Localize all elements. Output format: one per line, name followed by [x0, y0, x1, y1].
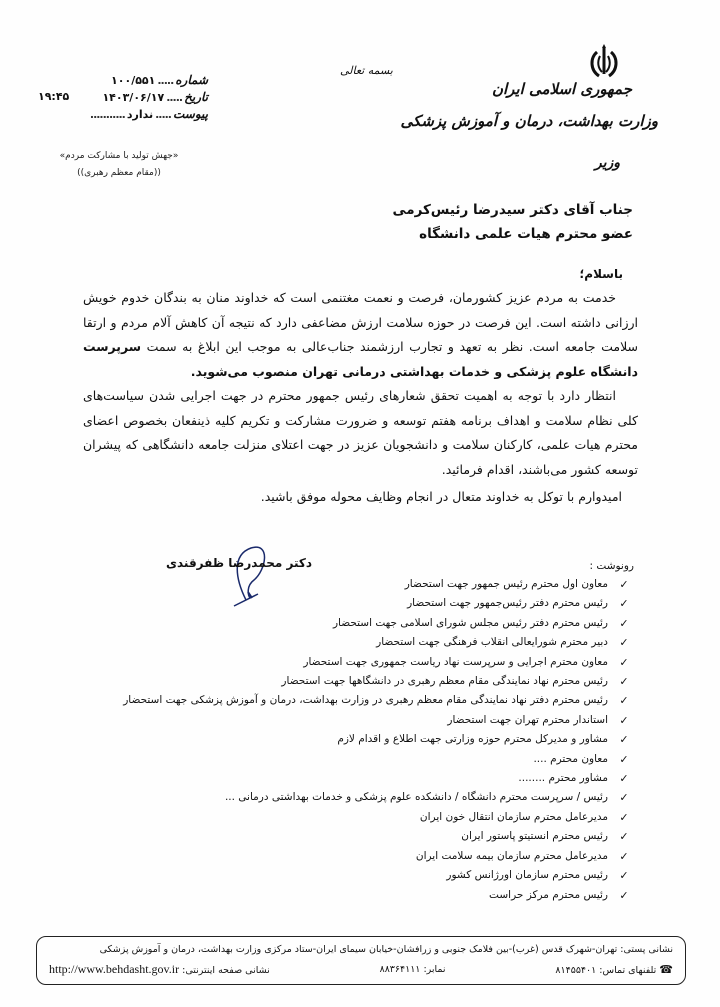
cc-item-text: معاون محترم ....	[533, 752, 608, 765]
paragraph-1-text: خدمت به مردم عزیز کشورمان، فرصت و نعمت مغتنمی است که خداوند منان به بندگان خدوم خویش ارزانی داشته است. این فرصت در حوزه سلامت ارزش مضاعفی دارد که نتیجه آن کاهش آلام مردم و ارتقا سلامت جامعه است. نظر به تعهد و تجارب ارزشمند جناب‌عالی به موجب این ابلاغ به سمت	[83, 290, 638, 354]
slogan-text: «جهش تولید با مشارکت مردم»	[59, 151, 179, 161]
cc-item-text: رئیس محترم مرکز حراست	[489, 888, 608, 901]
footer-address-box	[36, 936, 686, 985]
greeting: باسلام؛	[579, 267, 623, 281]
cc-item-text: دبیر محترم شورایعالی انقلاب فرهنگی جهت استحضار	[376, 636, 608, 649]
cc-item-text: مدیرعامل محترم سازمان بیمه سلامت ایران	[415, 849, 608, 862]
phone-contact	[555, 961, 673, 980]
website-label: نشانی صفحه اینترنتی:	[182, 965, 270, 976]
cc-title: رونوشت :	[589, 560, 634, 572]
cc-item	[123, 691, 630, 710]
reference-attachment-value: ندارد	[126, 108, 154, 121]
phone-icon: ☎	[659, 962, 673, 976]
check-icon: ✓	[619, 849, 629, 863]
check-icon: ✓	[619, 752, 629, 766]
cc-item	[123, 633, 630, 652]
website-contact	[49, 960, 270, 980]
reference-attachment-row	[78, 106, 208, 123]
cc-item	[123, 614, 630, 633]
reference-attachment-label: پیوست	[173, 107, 208, 121]
check-icon: ✓	[619, 830, 629, 844]
cc-item-text: مدیرعامل محترم سازمان انتقال خون ایران	[419, 810, 608, 823]
cc-item-text: رئیس محترم انستیتو پاستور ایران	[461, 830, 608, 843]
reference-date-row	[78, 89, 208, 106]
dots: .....	[155, 108, 171, 121]
ministry-name: وزارت بهداشت، درمان و آموزش پزشکی	[400, 112, 658, 130]
postal-address: نشانی پستی: تهران-شهرک قدس (غرب)-بین فلامک جنوبی و زرافشان-خیابان سیمای ایران-ستاد مرکزی وزارت بهداشت، درمان و آموزش پزشکی	[99, 944, 673, 955]
check-icon: ✓	[619, 772, 629, 786]
reference-date-value: ۱۴۰۳/۰۶/۱۷	[102, 91, 165, 104]
government-name: جمهوری اسلامی ایران	[491, 80, 632, 98]
cc-item-text: رئیس محترم دفتر رئیس‌جمهور جهت استحضار	[407, 597, 608, 610]
check-icon: ✓	[619, 888, 629, 902]
dots: ...........	[89, 108, 125, 121]
check-icon: ✓	[619, 655, 629, 669]
appointment-position: سرپرست دانشگاه علوم پزشکی و خدمات بهداشتی درمانی تهران	[83, 339, 638, 379]
reference-block	[78, 72, 208, 123]
cc-item	[123, 847, 630, 866]
cc-list	[123, 575, 630, 905]
recipient-name: جناب آقای دکتر سیدرضا رئیس‌کرمی	[392, 202, 633, 218]
cc-item-text: معاون محترم اجرایی و سرپرست نهاد ریاست جمهوری جهت استحضار	[303, 655, 608, 668]
iran-emblem-icon	[587, 44, 621, 84]
check-icon: ✓	[619, 810, 629, 824]
dots: .....	[166, 91, 183, 104]
check-icon: ✓	[619, 675, 629, 689]
cc-item	[123, 808, 630, 827]
cc-item-text: رئیس / سرپرست محترم دانشگاه / دانشکده علوم پزشکی و خدمات بهداشتی درمانی ...	[224, 791, 608, 804]
cc-item	[123, 730, 630, 749]
website-link[interactable]: http://www.behdasht.gov.ir	[49, 962, 180, 976]
letter-body	[83, 286, 638, 482]
check-icon: ✓	[619, 597, 629, 611]
reference-number-label: شماره	[175, 73, 208, 87]
office-title: وزیر	[594, 155, 620, 171]
cc-item-text: مشاور و مدیرکل محترم حوزه وزارتی جهت اطلاع و اقدام لازم	[337, 733, 608, 746]
fax-value: ۸۸۳۶۴۱۱۱	[379, 964, 421, 975]
reference-time: ۱۹:۴۵	[38, 90, 70, 103]
cc-item	[123, 827, 630, 846]
check-icon: ✓	[619, 733, 629, 747]
cc-item-text: رئیس محترم سازمان اورژانس کشور	[446, 869, 608, 882]
check-icon: ✓	[619, 616, 629, 630]
cc-item	[123, 866, 630, 885]
cc-item	[123, 711, 630, 730]
cc-item	[123, 886, 630, 905]
recipient-block	[393, 198, 633, 246]
cc-item-text: معاون اول محترم رئیس جمهور جهت استحضار	[404, 578, 608, 590]
cc-item	[123, 575, 630, 594]
bismillah: بسمه تعالی	[340, 64, 393, 77]
closing-line: امیدوارم با توکل به خداوند متعال در انجام وظایف محوله موفق باشید.	[260, 489, 622, 504]
paragraph-2: انتظار دارد با توجه به اهمیت تحقق شعارهای رئیس جمهور محترم در جهت اجرایی شدن سیاست‌های کلی نظام سلامت و اهداف برنامه هفتم توسعه و ضرورت مشارکت و تکریم کلیه ذینفعان بخصوص اعضای محترم هیات علمی، کارکنان سلامت و دانشجویان عزیز در جهت اعتلای منزلت جامعه دانشگاهی که پیشران توسعه کشور می‌باشند، اقدام فرمائید.	[83, 388, 638, 477]
check-icon: ✓	[619, 694, 629, 708]
signer-name: دکتر محمدرضا ظفرقندی	[166, 556, 313, 570]
dots: .....	[157, 74, 174, 87]
cc-item	[123, 750, 630, 769]
check-icon: ✓	[619, 636, 629, 650]
fax-contact	[380, 961, 446, 979]
cc-item	[123, 788, 630, 807]
check-icon: ✓	[619, 869, 629, 883]
reference-date-label: تاریخ	[184, 90, 208, 104]
check-icon: ✓	[619, 713, 629, 727]
cc-item	[123, 769, 630, 788]
slogan-attribution: ((مقام معظم رهبری))	[77, 168, 161, 178]
cc-item-text: استاندار محترم تهران جهت استحضار	[447, 713, 608, 726]
fax-label: نمابر:	[423, 964, 446, 975]
recipient-position: عضو محترم هیات علمی دانشگاه	[419, 226, 633, 242]
slogan	[44, 148, 194, 182]
footer-contact-row	[49, 960, 673, 980]
cc-item	[123, 594, 630, 613]
check-icon: ✓	[619, 578, 629, 591]
paragraph-1-end: منصوب می‌شوید.	[190, 363, 303, 379]
phone-value: ۸۱۴۵۵۴۰۱	[555, 964, 597, 976]
cc-item	[123, 672, 630, 691]
paragraph-1	[83, 286, 638, 384]
check-icon: ✓	[619, 791, 629, 805]
cc-item-text: رئیس محترم دفتر نهاد نمایندگی مقام معظم رهبری در وزارت بهداشت، درمان و آموزش پزشکی جهت استحضار	[123, 694, 608, 707]
reference-number-value: ۱۰۰/۵۵۱	[111, 74, 156, 87]
cc-item-text: مشاور محترم ........	[518, 772, 608, 785]
phone-label: تلفنهای تماس:	[599, 964, 657, 976]
cc-item	[123, 653, 630, 672]
cc-item-text: رئیس محترم دفتر رئیس مجلس شورای اسلامی جهت استحضار	[332, 616, 608, 629]
cc-item-text: رئیس محترم نهاد نمایندگی مقام معظم رهبری در دانشگاهها جهت استحضار	[281, 675, 608, 688]
reference-number-row	[78, 72, 208, 89]
